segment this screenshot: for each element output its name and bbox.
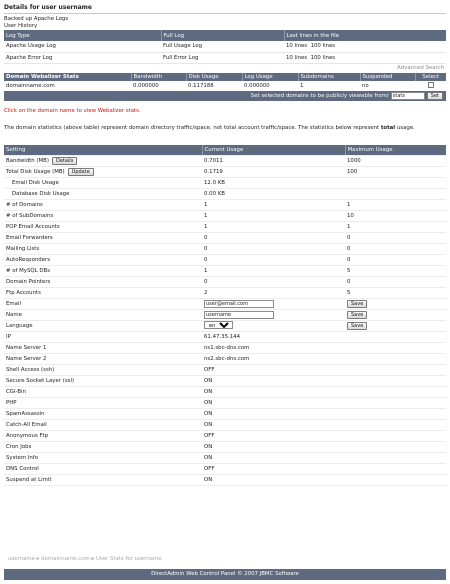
set-viewable-label: Set selected domains to be publicly viewable from/ — [250, 92, 389, 99]
current-usage-cell — [202, 441, 345, 452]
current-usage-cell — [202, 188, 345, 199]
maximum-usage-value: 0 — [347, 256, 351, 263]
table-row — [4, 265, 446, 276]
setting-cell — [4, 364, 202, 375]
maximum-usage-cell — [345, 320, 446, 331]
details-button[interactable]: Details — [52, 157, 77, 165]
maximum-usage-value: 0 — [347, 234, 351, 241]
setting-cell — [4, 188, 202, 199]
user-history-link[interactable]: User History — [4, 23, 38, 29]
table-row — [4, 463, 446, 474]
current-usage-value: OFF — [204, 366, 215, 373]
current-usage-value: 0.1719 — [204, 168, 223, 175]
setting-cell — [4, 309, 202, 320]
table-row — [4, 419, 446, 430]
maximum-usage-cell — [345, 276, 446, 287]
lines-100-link[interactable]: 100 lines — [310, 43, 336, 50]
table-row — [4, 243, 446, 254]
setting-cell — [4, 386, 202, 397]
maximum-usage-cell — [345, 441, 446, 452]
current-usage-value: 1 — [204, 267, 208, 274]
maximum-usage-cell — [345, 199, 446, 210]
setting-cell — [4, 353, 202, 364]
advanced-search-link[interactable]: Advanced Search — [397, 64, 444, 71]
current-usage-cell — [202, 320, 345, 331]
col-current-usage: Current Usage — [202, 145, 345, 156]
setting-label: Secure Socket Layer (ssl) — [6, 377, 75, 384]
current-usage-value: ns1.sbc-dns.com — [204, 344, 250, 351]
maximum-usage-cell — [345, 474, 446, 485]
maximum-usage-cell — [345, 452, 446, 463]
table-row — [4, 353, 446, 364]
stats-note — [4, 125, 446, 133]
lines-10-link[interactable]: 10 lines — [286, 43, 308, 50]
current-usage-cell — [202, 166, 345, 177]
setting-cell — [4, 441, 202, 452]
current-usage-value: 2 — [204, 289, 208, 296]
setting-label: Email Disk Usage — [12, 179, 59, 186]
current-usage-value: ON — [204, 421, 213, 428]
domain-table — [4, 73, 446, 91]
table-row — [4, 474, 446, 485]
maximum-usage-cell — [345, 155, 446, 166]
current-usage-cell — [202, 199, 345, 210]
maximum-usage-cell — [345, 353, 446, 364]
maximum-usage-cell — [345, 408, 446, 419]
domain-link[interactable]: domainname.com — [6, 82, 55, 89]
setting-cell — [4, 276, 202, 287]
col-select: Select — [422, 73, 440, 80]
current-usage-cell — [202, 298, 345, 309]
maximum-usage-value: 100 — [347, 168, 358, 175]
col-log-type: Log Type — [4, 30, 161, 41]
maximum-usage-cell — [345, 463, 446, 474]
stats-table — [4, 145, 446, 486]
last-lines-cell — [284, 52, 446, 63]
setting-cell — [4, 287, 202, 298]
setting-cell — [4, 199, 202, 210]
setting-cell — [4, 408, 202, 419]
current-usage-value: 0 — [204, 245, 208, 252]
stats-note-end: usage. — [395, 124, 415, 131]
setting-cell — [4, 342, 202, 353]
current-usage-cell — [202, 430, 345, 441]
setting-cell — [4, 265, 202, 276]
current-usage-value: ON — [204, 443, 213, 450]
current-usage-value: ON — [204, 399, 213, 406]
col-last-lines: Last lines in the file — [286, 32, 340, 39]
setting-cell — [4, 430, 202, 441]
setting-label: # of Domains — [6, 201, 43, 208]
setting-label: AutoResponders — [6, 256, 51, 263]
col-log-usage: Log Usage — [242, 73, 298, 81]
col-full-log: Full Log — [161, 30, 284, 41]
current-usage-cell — [202, 254, 345, 265]
table-row — [4, 52, 446, 63]
email-input[interactable] — [204, 300, 274, 308]
setting-label: # of MySQL DBs — [6, 267, 51, 274]
language-select[interactable] — [204, 321, 233, 329]
name-input[interactable] — [204, 311, 274, 319]
setting-label: PHP — [6, 399, 17, 406]
setting-cell — [4, 474, 202, 485]
current-usage-cell — [202, 309, 345, 320]
domain-header-row — [4, 73, 446, 81]
setting-label: Name Server 1 — [6, 344, 47, 351]
table-row — [4, 254, 446, 265]
page-title: Details for user username — [4, 4, 92, 11]
set-viewable-bar — [4, 91, 446, 101]
setting-label: Catch-All Email — [6, 421, 47, 428]
current-usage-value: 0 — [204, 278, 208, 285]
current-usage-cell — [202, 287, 345, 298]
table-row — [4, 232, 446, 243]
current-usage-cell — [202, 331, 345, 342]
breadcrumb — [8, 556, 162, 563]
table-row — [4, 364, 446, 375]
setting-label: # of SubDomains — [6, 212, 54, 219]
lines-10-link[interactable]: 10 lines — [286, 54, 308, 61]
setting-cell — [4, 155, 202, 166]
footer: DirectAdmin Web Control Panel © 2007 JBMC Software — [4, 569, 446, 580]
col-bandwidth: Bandwidth — [131, 73, 186, 81]
setting-label: CGI-Bin — [6, 388, 26, 395]
stats-header-row — [4, 145, 446, 156]
setting-label: IP — [6, 333, 11, 340]
setting-label: Total Disk Usage (MB) — [6, 168, 65, 175]
maximum-usage-cell — [345, 287, 446, 298]
current-usage-value: OFF — [204, 465, 215, 472]
maximum-usage-value: 5 — [347, 267, 351, 274]
table-row — [4, 375, 446, 386]
setting-cell — [4, 320, 202, 331]
maximum-usage-cell — [345, 331, 446, 342]
setting-label: Email — [6, 300, 21, 307]
maximum-usage-cell — [345, 232, 446, 243]
table-row — [4, 430, 446, 441]
save-button[interactable]: Save — [347, 322, 367, 330]
logs-header-row — [4, 30, 446, 41]
setting-cell — [4, 221, 202, 232]
stats-body — [4, 155, 446, 485]
current-usage-value: 0 — [204, 234, 208, 241]
setting-cell — [4, 166, 202, 177]
table-row — [4, 298, 446, 309]
stats-path-input[interactable] — [391, 92, 425, 100]
current-usage-cell — [202, 155, 345, 166]
table-row — [4, 210, 446, 221]
current-usage-cell — [202, 375, 345, 386]
setting-cell — [4, 375, 202, 386]
maximum-usage-cell — [345, 375, 446, 386]
current-usage-value: ON — [204, 410, 213, 417]
current-usage-value: ON — [204, 454, 213, 461]
current-usage-value: 1 — [204, 201, 208, 208]
table-row — [4, 166, 446, 177]
col-disk-usage: Disk Usage — [186, 73, 242, 81]
setting-cell — [4, 254, 202, 265]
maximum-usage-cell — [345, 430, 446, 441]
current-usage-cell — [202, 353, 345, 364]
table-row — [4, 155, 446, 166]
current-usage-value: 0 — [204, 256, 208, 263]
table-row — [4, 41, 446, 52]
current-usage-value: ns2.sbc-dns.com — [204, 355, 250, 362]
setting-label: Email Forwarders — [6, 234, 53, 241]
table-row — [4, 342, 446, 353]
breadcrumb-user[interactable]: username — [8, 556, 35, 562]
maximum-usage-cell — [345, 166, 446, 177]
maximum-usage-value: 0 — [347, 245, 351, 252]
backed-up-logs-link[interactable]: Backed up Apache Logs — [4, 16, 69, 22]
col-domain: Domain Webalizer Stats — [4, 73, 131, 81]
maximum-usage-cell — [345, 397, 446, 408]
logs-table — [4, 30, 446, 64]
col-suspended: Suspended — [360, 73, 415, 81]
current-usage-value: 1 — [204, 223, 208, 230]
current-usage-cell — [202, 452, 345, 463]
setting-label: Suspend at Limit — [6, 476, 52, 483]
setting-cell — [4, 243, 202, 254]
table-row — [4, 276, 446, 287]
log-type: Apache Error Log — [4, 52, 161, 63]
maximum-usage-value: 10 — [347, 212, 354, 219]
current-usage-value: ON — [204, 377, 213, 384]
bandwidth-value: 0.000000 — [133, 82, 159, 89]
current-usage-cell — [202, 419, 345, 430]
setting-label: Anonymous Ftp — [6, 432, 49, 439]
maximum-usage-value: 0 — [347, 278, 351, 285]
maximum-usage-cell — [345, 210, 446, 221]
table-row — [4, 177, 446, 188]
current-usage-cell — [202, 364, 345, 375]
setting-cell — [4, 397, 202, 408]
current-usage-value: OFF — [204, 432, 215, 439]
maximum-usage-cell — [345, 243, 446, 254]
breadcrumb-domain[interactable]: domainname.com — [41, 556, 90, 562]
save-button[interactable]: Save — [347, 311, 367, 319]
table-row — [4, 397, 446, 408]
current-usage-value: 1 — [204, 212, 208, 219]
current-usage-cell — [202, 463, 345, 474]
current-usage-cell — [202, 276, 345, 287]
current-usage-cell — [202, 177, 345, 188]
setting-label: Cron Jobs — [6, 443, 32, 450]
current-usage-cell — [202, 397, 345, 408]
current-usage-cell — [202, 474, 345, 485]
setting-cell — [4, 177, 202, 188]
table-row — [4, 221, 446, 232]
subdomains-value: 1 — [300, 82, 304, 89]
current-usage-cell — [202, 221, 345, 232]
setting-label: Name Server 2 — [6, 355, 47, 362]
setting-label: SpamAssassin — [6, 410, 45, 417]
setting-cell — [4, 419, 202, 430]
setting-label: Language — [6, 322, 33, 329]
log-value: 0.000000 — [244, 82, 270, 89]
current-usage-value: 0.00 KB — [204, 190, 225, 197]
table-row — [4, 199, 446, 210]
maximum-usage-value: 1 — [347, 201, 351, 208]
select-cell — [415, 81, 446, 91]
full-log-link[interactable]: Full Error Log — [161, 52, 284, 63]
maximum-usage-value: 1 — [347, 223, 351, 230]
current-usage-cell — [202, 408, 345, 419]
col-maximum-usage: Maximum Usage — [345, 145, 446, 156]
col-subdomains: Subdomains — [298, 73, 360, 81]
setting-label: Mailing Lists — [6, 245, 40, 252]
setting-label: Ftp Accounts — [6, 289, 41, 296]
setting-label: DNS Control — [6, 465, 39, 472]
maximum-usage-cell — [345, 386, 446, 397]
current-usage-cell — [202, 386, 345, 397]
current-usage-value: 0.7011 — [204, 157, 223, 164]
breadcrumb-separator: ▸ — [91, 556, 95, 562]
table-row — [4, 441, 446, 452]
setting-cell — [4, 331, 202, 342]
setting-label: Name — [6, 311, 22, 318]
maximum-usage-value: 1000 — [347, 157, 361, 164]
current-usage-cell — [202, 342, 345, 353]
save-button[interactable]: Save — [347, 300, 367, 308]
col-setting: Setting — [4, 145, 202, 156]
table-row — [4, 386, 446, 397]
table-row — [4, 188, 446, 199]
maximum-usage-cell — [345, 298, 446, 309]
setting-label: System Info — [6, 454, 39, 461]
maximum-usage-cell — [345, 342, 446, 353]
table-row — [4, 331, 446, 342]
table-row — [4, 452, 446, 463]
setting-label: Domain Pointers — [6, 278, 51, 285]
set-button[interactable]: Set — [427, 92, 443, 100]
breadcrumb-current: User Stats for username — [95, 556, 162, 562]
full-log-link[interactable]: Full Usage Log — [161, 41, 284, 52]
maximum-usage-cell — [345, 265, 446, 276]
current-usage-value: 12.0 KB — [204, 179, 225, 186]
current-usage-value: 61.47.35.144 — [204, 333, 241, 340]
maximum-usage-cell — [345, 188, 446, 199]
maximum-usage-cell — [345, 419, 446, 430]
maximum-usage-cell — [345, 254, 446, 265]
table-row — [4, 81, 446, 91]
disk-value: 0.117188 — [188, 82, 214, 89]
current-usage-value: ON — [204, 476, 213, 483]
current-usage-value: ON — [204, 388, 213, 395]
title-divider — [4, 13, 446, 14]
lines-100-link[interactable]: 100 lines — [310, 54, 336, 61]
maximum-usage-value: 5 — [347, 289, 351, 296]
suspended-value: no — [362, 82, 369, 89]
table-row — [4, 320, 446, 331]
table-row — [4, 287, 446, 298]
log-type: Apache Usage Log — [4, 41, 161, 52]
setting-label: Shell Access (ssh) — [6, 366, 55, 373]
maximum-usage-cell — [345, 364, 446, 375]
select-checkbox[interactable] — [428, 82, 434, 88]
current-usage-cell — [202, 210, 345, 221]
setting-cell — [4, 210, 202, 221]
table-row — [4, 408, 446, 419]
maximum-usage-cell — [345, 309, 446, 320]
setting-label: Database Disk Usage — [12, 190, 70, 197]
maximum-usage-cell — [345, 221, 446, 232]
last-lines-cell — [284, 41, 446, 52]
stats-note-bold: total — [380, 124, 396, 131]
update-button[interactable]: Update — [68, 168, 94, 176]
current-usage-cell — [202, 265, 345, 276]
table-row — [4, 309, 446, 320]
setting-cell — [4, 232, 202, 243]
setting-cell — [4, 452, 202, 463]
setting-label: Bandwidth (MB) — [6, 157, 49, 164]
setting-label: POP Email Accounts — [6, 223, 60, 230]
current-usage-cell — [202, 243, 345, 254]
setting-cell — [4, 298, 202, 309]
stats-note-text: The domain statistics (above table) represent domain directory traffic/space, not total account traffic/space. The statistics below represent — [4, 124, 381, 131]
webalizer-hint: Click on the domain name to view Webalizer stats. — [4, 107, 141, 114]
maximum-usage-cell — [345, 177, 446, 188]
setting-cell — [4, 463, 202, 474]
breadcrumb-separator: ▸ — [36, 556, 40, 562]
current-usage-cell — [202, 232, 345, 243]
